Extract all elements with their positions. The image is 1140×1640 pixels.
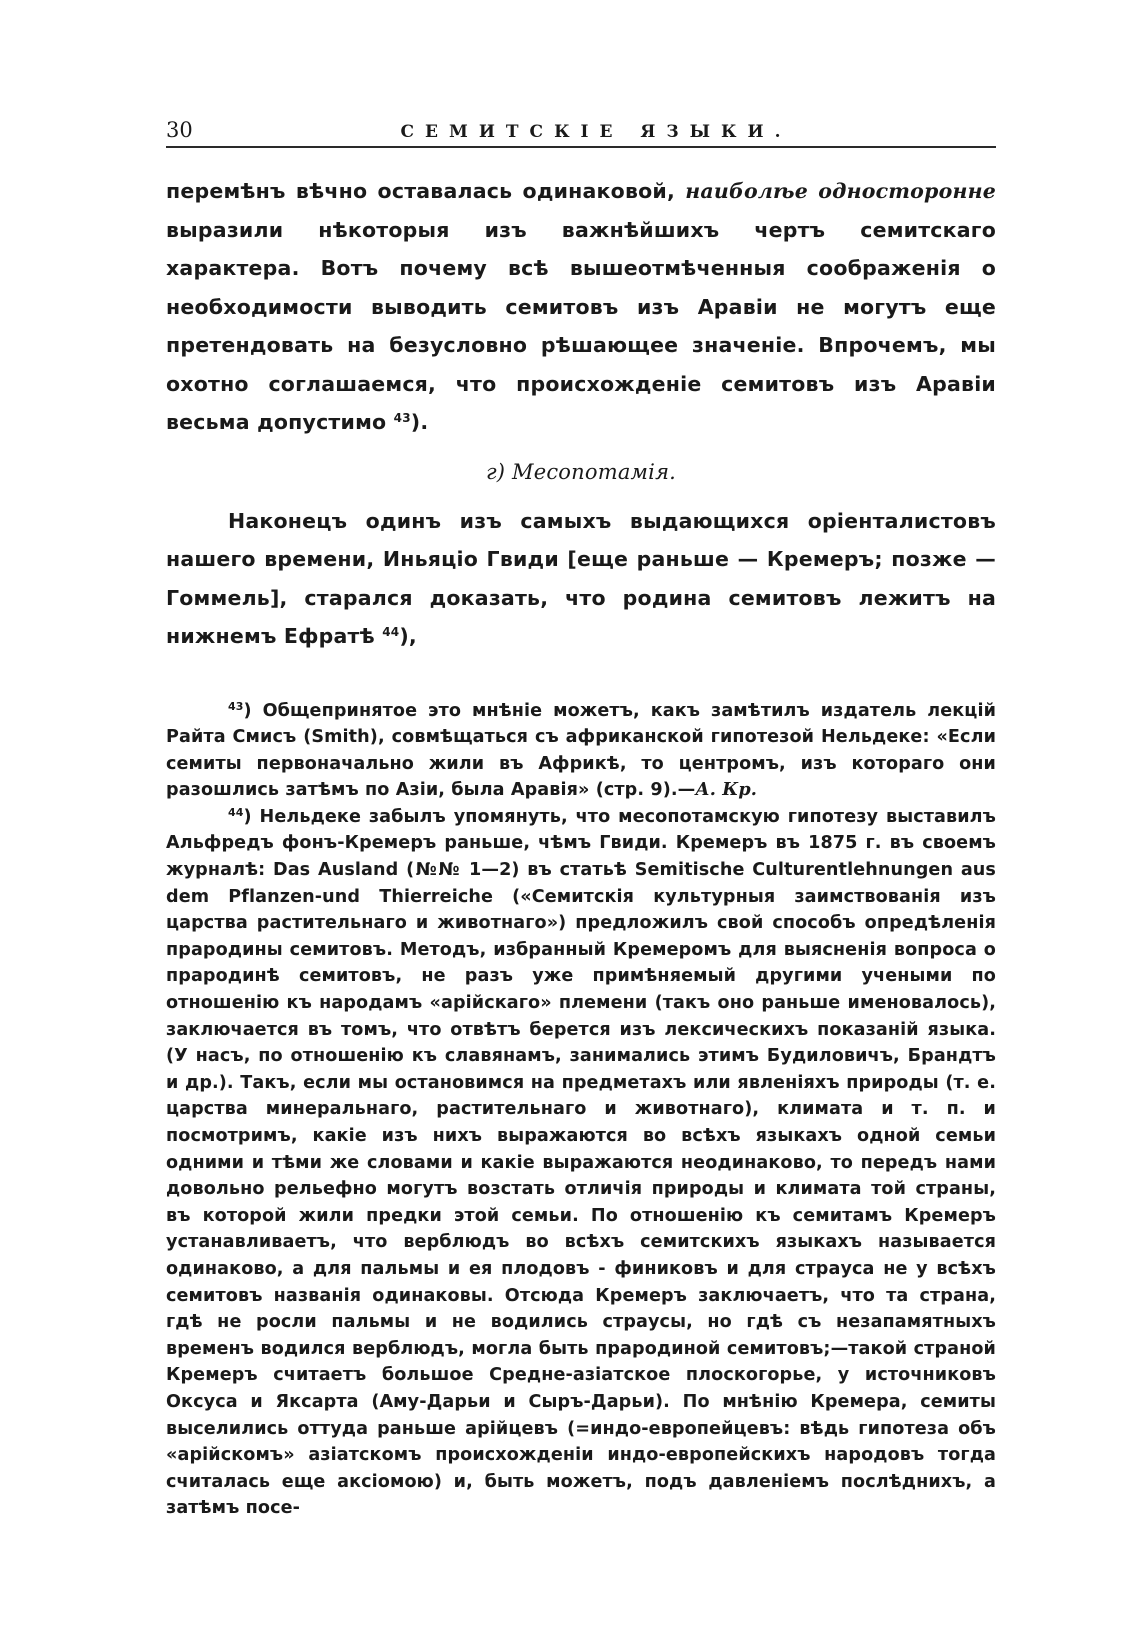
footnote-reference: 43 [393, 411, 411, 425]
page-number: 30 [166, 118, 193, 142]
paragraph-text: перемѣнъ вѣчно оставалась одинаковой, [166, 179, 686, 203]
paragraph [166, 502, 996, 656]
footnote-reference: 44 [382, 625, 400, 639]
emphasized-phrase: наиболѣе односторонне [685, 179, 996, 203]
footnote-signature: А. Кр. [695, 779, 757, 801]
running-title: СЕМИТСКІЕ ЯЗЫКИ. [400, 122, 792, 142]
paragraph-text: Наконецъ одинъ изъ самыхъ выдающихся оріенталистовъ нашего времени, Иньяціо Гвиди [еще раньше — Кремеръ; позже — Гоммель], старался доказать, что родина семитовъ лежитъ на нижнемъ Ефратѣ [166, 508, 996, 648]
footnote-44 [166, 804, 996, 1522]
paragraph-text: ). [410, 410, 429, 434]
footnote-text: ) Нельдеке забылъ упомянуть, что месопотамскую гипотезу выставилъ Альфредъ фонъ-Кремеръ раньше, чѣмъ Гвиди. Кремеръ въ 1875 г. въ своемъ журналѣ: Das Ausland (№№ 1—2) въ статьѣ Semitische Culturentlehnungen aus dem Pflanzen-und Thierreiche («Семитскія культурныя заимствованія изъ царства растительнаго и животнаго») предложилъ свой способъ опредѣленія прародины семитовъ. Методъ, избранный Кремеромъ для выясненія вопроса о прародинѣ семитовъ, не разъ уже примѣняемый другими учеными по отношенію къ народамъ «арійскаго» племени (такъ оно раньше именовалось), заключается въ томъ, что отвѣтъ берется изъ лексическихъ показаній языка. (У насъ, по отношенію къ славянамъ, занимались этимъ Будиловичъ, Брандтъ и др.). Такъ, если мы остановимся на предметахъ или явленіяхъ природы (т. е. царства минеральнаго, растительнаго и животнаго), климата и т. п. и посмотримъ, какіе изъ нихъ выражаются во всѣхъ языкахъ одной семьи одними и тѣми же словами и какіе выражаются неодинаково, то передъ нами довольно рельефно могутъ возстать отличія природы и климата той страны, въ которой жили предки этой семьи. По отношенію къ семитамъ Кремеръ устанавливаетъ, что верблюдъ во всѣхъ семитскихъ языкахъ называется одинаково, а для пальмы и ея плодовъ - финиковъ и для страуса не у всѣхъ семитовъ названія одинаковы. Отсюда Кремеръ заключаетъ, что та страна, гдѣ не росли пальмы и не водились страусы, но гдѣ съ незапамятныхъ временъ водился верблюдъ, могла быть прародиной семитовъ;—такой страной Кремеръ считаетъ большое Средне-азіатское плоскогорье, у источниковъ Оксуса и Яксарта (Аму-Дарьи и Сыръ-Дарьи). По мнѣнію Кремера, семиты выселились оттуда раньше арійцевъ (=индо-европейцевъ: вѣдь гипотеза объ «арійскомъ» азіатскомъ происхожденіи индо-европейскихъ народовъ тогда считалась еще аксіомою) и, быть можетъ, подъ давленіемъ послѣднихъ, а затѣмъ посе- [166, 806, 996, 1519]
book-page [166, 112, 996, 1522]
main-text [166, 172, 996, 656]
section-heading: г) Месопотамія. [485, 459, 677, 484]
footnote-number: 43 [228, 699, 244, 713]
paragraph-text: ), [399, 624, 417, 648]
footnote-43 [166, 698, 996, 804]
page-header [166, 112, 996, 148]
footnote-number: 44 [228, 805, 244, 819]
paragraph-continued [166, 172, 996, 442]
paragraph-text: выразили нѣкоторыя изъ важнѣйшихъ чертъ семитскаго характера. Вотъ почему всѣ вышеотмѣченныя соображенія о необходимости выводить семитовъ изъ Аравіи не могутъ еще претендовать на безусловно рѣшающее значеніе. Впрочемъ, мы охотно соглашаемся, что происхожденіе семитовъ изъ Аравіи весьма допустимо [166, 217, 996, 434]
footnotes [166, 698, 996, 1522]
footnote-text: ) Общепринятое это мнѣніе можетъ, какъ замѣтилъ издатель лекцій Райта Смисъ (Smith), совмѣщаться съ африканской гипотезой Нельдеке: «Если семиты первоначально жили въ Африкѣ, то центромъ, изъ котораго они разошлись затѣмъ по Азіи, была Аравія» (стр. 9).— [166, 700, 996, 801]
